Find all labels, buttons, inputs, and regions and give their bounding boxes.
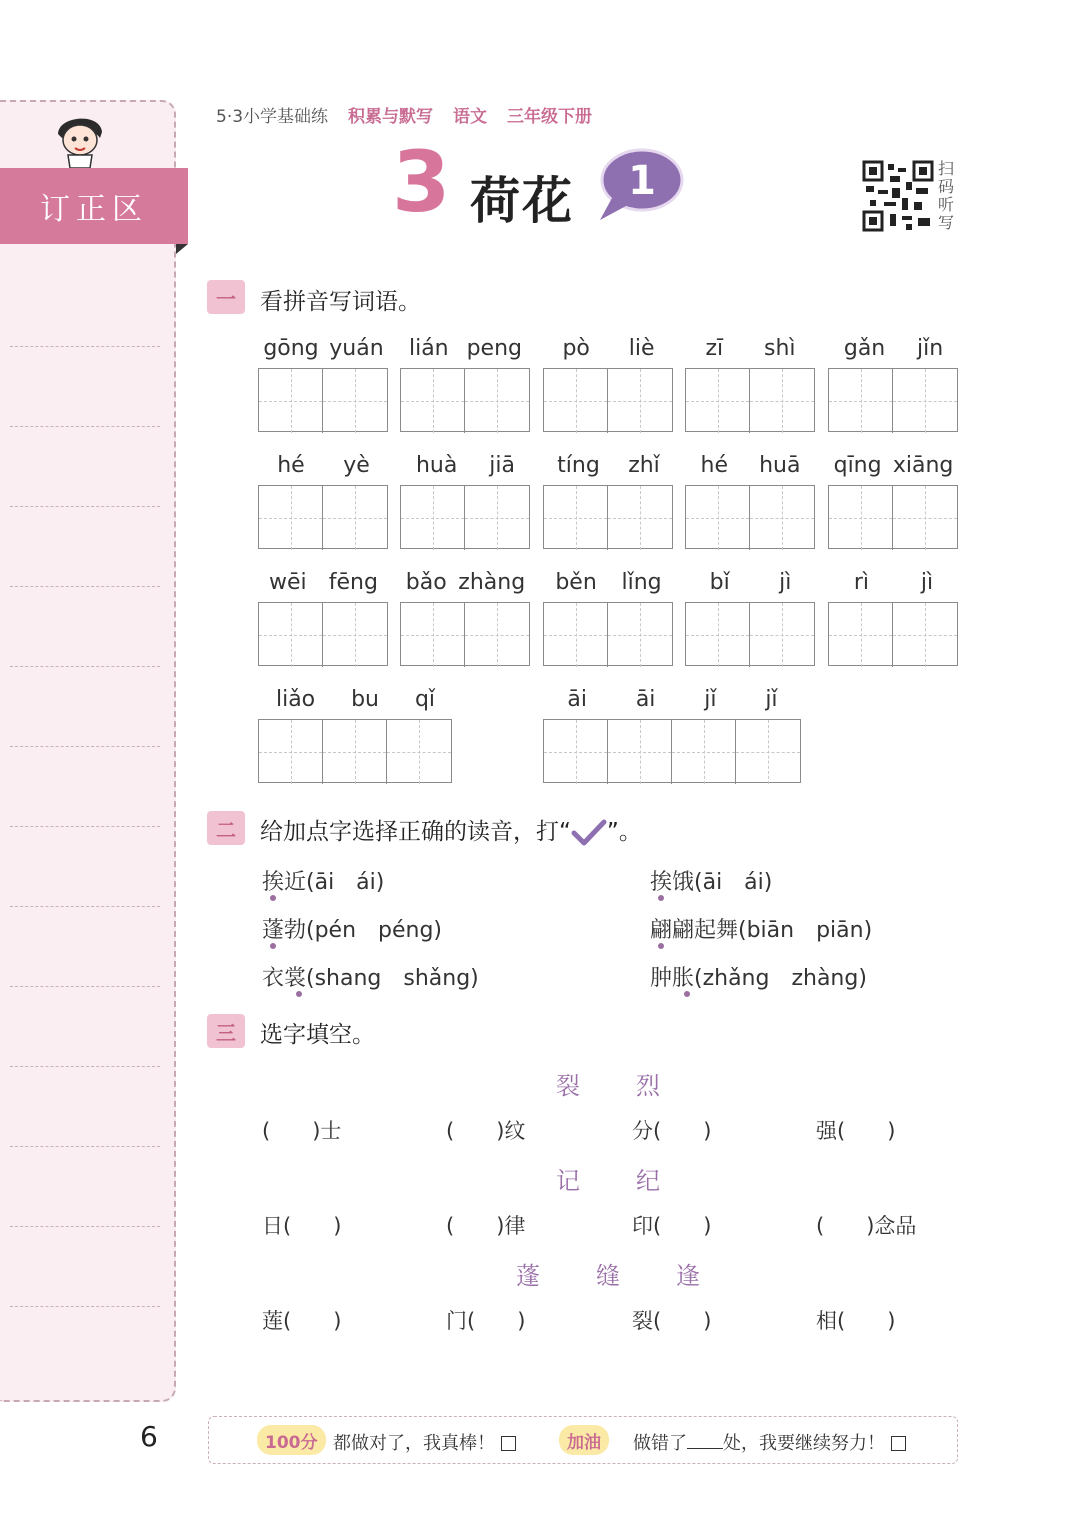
writing-grid [400, 602, 530, 666]
writing-grid [543, 368, 673, 432]
book-name: 积累与默写 [348, 107, 434, 127]
pinyin-syllable: jǐ [704, 687, 717, 712]
writing-grid [258, 368, 388, 432]
pinyin-syllable: hé [277, 453, 305, 478]
writing-cell[interactable] [750, 486, 814, 550]
writing-grid [828, 485, 958, 549]
correction-panel [0, 100, 176, 1402]
pinyin-syllable: liè [628, 336, 655, 361]
fill-blank[interactable]: 日( ) [262, 1214, 342, 1238]
full-score-badge: 100分 [257, 1425, 326, 1455]
reading-choice-item[interactable]: 肿胀(zhǎng zhàng) [650, 966, 867, 991]
pinyin-label [543, 336, 674, 361]
pinyin-label [400, 453, 531, 478]
writing-grid [543, 719, 801, 783]
writing-cell[interactable] [608, 603, 672, 667]
writing-cell[interactable] [387, 720, 451, 784]
panel-line [10, 426, 160, 427]
writing-cell[interactable] [323, 486, 387, 550]
pinyin-syllable: fēng [328, 570, 378, 595]
praise-checkbox[interactable] [501, 1436, 516, 1451]
pinyin-label [400, 570, 531, 595]
pinyin-word [828, 336, 959, 434]
pinyin-label [828, 336, 959, 361]
reading-choice-item[interactable]: 翩翩起舞(biān piān) [650, 918, 873, 943]
fill-blank[interactable]: 莲( ) [262, 1309, 342, 1333]
pinyin-syllable: āi [635, 687, 656, 712]
panel-line [10, 666, 160, 667]
panel-line [10, 826, 160, 827]
writing-grid [828, 368, 958, 432]
praise-label: 都做对了，我真棒！ [333, 1433, 495, 1454]
writing-cell[interactable] [259, 369, 323, 433]
pinyin-word [543, 453, 674, 551]
writing-cell[interactable] [465, 603, 529, 667]
writing-cell[interactable] [259, 720, 323, 784]
pinyin-word [543, 336, 674, 434]
scan-to-dictate-label: 扫码听写 [938, 159, 955, 232]
emphasis-dot [270, 895, 276, 901]
mistake-count-blank[interactable] [687, 1448, 723, 1449]
mistake-count-text [633, 1429, 906, 1455]
writing-cell[interactable] [323, 720, 387, 784]
emphasis-dot [270, 943, 276, 949]
correction-tab: 订正区 [0, 168, 188, 244]
writing-cell[interactable] [608, 720, 672, 784]
pinyin-syllable: qǐ [414, 687, 436, 712]
character-choice: 蓬 [516, 1262, 540, 1290]
series-name: 5·3小学基础练 [216, 107, 329, 127]
writing-grid [258, 602, 388, 666]
pinyin-label [685, 453, 816, 478]
fill-blank[interactable]: ( )士 [262, 1119, 342, 1143]
pinyin-label [543, 687, 802, 712]
speech-bubble-icon [594, 146, 684, 222]
pinyin-label [258, 687, 453, 712]
character-choice: 纪 [636, 1167, 660, 1195]
pinyin-word [543, 687, 802, 785]
pinyin-word [828, 570, 959, 668]
fill-blank[interactable]: 裂( ) [632, 1309, 712, 1333]
writing-grid [543, 485, 673, 549]
fill-blank[interactable]: 相( ) [816, 1309, 896, 1333]
writing-cell[interactable] [829, 369, 893, 433]
pinyin-word [685, 336, 816, 434]
writing-cell[interactable] [259, 603, 323, 667]
pinyin-syllable: gōng [263, 336, 319, 361]
pinyin-word [685, 453, 816, 551]
self-check-footer [208, 1416, 958, 1464]
pinyin-syllable: zhàng [458, 570, 526, 595]
grade-name: 三年级下册 [507, 107, 593, 127]
writing-cell[interactable] [401, 603, 465, 667]
writing-cell[interactable] [544, 603, 608, 667]
pinyin-syllable: jǐn [916, 336, 944, 361]
writing-cell[interactable] [672, 720, 736, 784]
writing-grid [685, 602, 815, 666]
pinyin-syllable: lǐng [621, 570, 662, 595]
character-choice: 记 [556, 1167, 580, 1195]
panel-line [10, 506, 160, 507]
pinyin-word [828, 453, 959, 551]
pinyin-syllable: qīng [833, 453, 882, 478]
pinyin-syllable: shì [764, 336, 796, 361]
reading-choice-item[interactable]: 挨近(āi ái) [262, 870, 385, 895]
writing-cell[interactable] [544, 720, 608, 784]
panel-line [10, 346, 160, 347]
writing-cell[interactable] [686, 369, 750, 433]
subject-name: 语文 [453, 107, 488, 127]
pinyin-syllable: zhǐ [628, 453, 660, 478]
pinyin-label [828, 570, 959, 595]
panel-line [10, 1066, 160, 1067]
writing-cell[interactable] [750, 603, 814, 667]
fill-blank[interactable]: ( )念品 [816, 1214, 917, 1238]
fill-blank[interactable]: ( )纹 [446, 1119, 526, 1143]
pinyin-syllable: gǎn [843, 336, 886, 361]
pinyin-word [400, 453, 531, 551]
pinyin-label [543, 570, 674, 595]
cheer-badge: 加油 [559, 1425, 609, 1455]
boy-mascot-icon [50, 108, 110, 168]
pinyin-syllable: rì [853, 570, 870, 595]
pinyin-syllable: lián [408, 336, 449, 361]
pinyin-word [400, 570, 531, 668]
writing-cell[interactable] [829, 486, 893, 550]
pinyin-label [685, 336, 816, 361]
writing-cell[interactable] [544, 369, 608, 433]
pinyin-syllable: jì [779, 570, 792, 595]
writing-cell[interactable] [893, 369, 957, 433]
praise-text [333, 1429, 516, 1455]
writing-grid [258, 719, 452, 783]
writing-cell[interactable] [401, 486, 465, 550]
pinyin-label [258, 336, 389, 361]
writing-grid [400, 368, 530, 432]
lesson-number: 3 [392, 133, 451, 231]
writing-cell[interactable] [608, 369, 672, 433]
pinyin-syllable: bu [351, 687, 379, 712]
panel-line [10, 586, 160, 587]
writing-cell[interactable] [465, 369, 529, 433]
writing-cell[interactable] [686, 603, 750, 667]
pinyin-label [828, 453, 959, 478]
pinyin-syllable: huà [415, 453, 458, 478]
part-number-bubble [594, 146, 684, 222]
pinyin-label [400, 336, 531, 361]
reading-choice-item[interactable]: 蓬勃(pén péng) [262, 918, 443, 943]
writing-cell[interactable] [750, 369, 814, 433]
writing-grid [543, 602, 673, 666]
fill-blank[interactable]: 强( ) [816, 1119, 896, 1143]
pinyin-word [685, 570, 816, 668]
emphasis-dot [658, 943, 664, 949]
character-choice: 裂 [556, 1072, 580, 1100]
pinyin-word [258, 570, 389, 668]
section-1-icon: 一 [207, 280, 245, 314]
writing-cell[interactable] [544, 486, 608, 550]
fill-blank[interactable]: ( )律 [446, 1214, 526, 1238]
pinyin-label [685, 570, 816, 595]
fill-blank[interactable]: 印( ) [632, 1214, 712, 1238]
pinyin-syllable: zī [705, 336, 724, 361]
pinyin-label [258, 453, 389, 478]
panel-line [10, 1146, 160, 1147]
writing-cell[interactable] [323, 603, 387, 667]
pinyin-label [543, 453, 674, 478]
reading-choice-item[interactable]: 衣裳(shang shǎng) [262, 966, 479, 991]
pinyin-word [258, 453, 389, 551]
writing-cell[interactable] [465, 486, 529, 550]
effort-checkbox[interactable] [891, 1436, 906, 1451]
fill-blank[interactable]: 分( ) [632, 1119, 712, 1143]
section-2-title-after: ”。 [606, 819, 642, 845]
pinyin-word [543, 570, 674, 668]
emphasis-dot [296, 991, 302, 997]
checkmark-icon [571, 819, 607, 847]
section-3-title: 选字填空。 [260, 1022, 375, 1048]
writing-grid [685, 368, 815, 432]
part-number: 1 [628, 158, 656, 204]
pinyin-syllable: pò [562, 336, 590, 361]
writing-cell[interactable] [893, 603, 957, 667]
reading-choice-item[interactable]: 挨饿(āi ái) [650, 870, 773, 895]
writing-cell[interactable] [829, 603, 893, 667]
mistake-label-before: 做错了 [633, 1433, 687, 1454]
lesson-title: 荷花 [470, 172, 574, 230]
panel-line [10, 1306, 160, 1307]
pinyin-word [400, 336, 531, 434]
mistake-label-after: 处，我要继续努力！ [723, 1433, 885, 1454]
page-number: 6 [140, 1420, 158, 1453]
fill-blank[interactable]: 门( ) [446, 1309, 526, 1333]
character-choice: 烈 [636, 1072, 660, 1100]
panel-line [10, 1226, 160, 1227]
pinyin-syllable: wēi [269, 570, 307, 595]
pinyin-label [258, 570, 389, 595]
pinyin-syllable: yè [343, 453, 370, 478]
writing-grid [258, 485, 388, 549]
section-1-title: 看拼音写词语。 [260, 289, 421, 315]
writing-cell[interactable] [401, 369, 465, 433]
book-series-line [216, 102, 592, 127]
qr-code-icon[interactable] [862, 160, 934, 232]
pinyin-syllable: bǐ [709, 570, 730, 595]
section-2-title-before: 给加点字选择正确的读音，打“ [260, 819, 571, 845]
writing-cell[interactable] [323, 369, 387, 433]
writing-grid [828, 602, 958, 666]
panel-line [10, 746, 160, 747]
pinyin-syllable: liǎo [275, 687, 316, 712]
section-2-title [260, 813, 642, 847]
pinyin-syllable: běn [555, 570, 597, 595]
pinyin-syllable: tíng [557, 453, 600, 478]
pinyin-word [258, 687, 453, 785]
panel-line [10, 906, 160, 907]
writing-cell[interactable] [736, 720, 800, 784]
section-2-icon: 二 [207, 811, 245, 845]
pinyin-syllable: āi [567, 687, 587, 712]
pinyin-syllable: hé [700, 453, 729, 478]
writing-cell[interactable] [259, 486, 323, 550]
pinyin-syllable: jǐ [765, 687, 778, 712]
pinyin-syllable: huā [759, 453, 801, 478]
writing-grid [400, 485, 530, 549]
pinyin-syllable: jì [920, 570, 934, 595]
section-3-icon: 三 [207, 1014, 245, 1048]
character-choice: 缝 [596, 1262, 620, 1290]
pinyin-syllable: yuán [329, 336, 384, 361]
emphasis-dot [658, 895, 664, 901]
panel-line [10, 986, 160, 987]
writing-cell[interactable] [893, 486, 957, 550]
pinyin-syllable: bǎo [405, 570, 447, 595]
writing-cell[interactable] [608, 486, 672, 550]
writing-cell[interactable] [686, 486, 750, 550]
pinyin-syllable: xiāng [892, 453, 954, 478]
writing-grid [685, 485, 815, 549]
character-choice: 逢 [676, 1262, 700, 1290]
pinyin-word [258, 336, 389, 434]
pinyin-syllable: jiā [489, 453, 516, 478]
emphasis-dot [684, 991, 690, 997]
pinyin-syllable: peng [466, 336, 522, 361]
